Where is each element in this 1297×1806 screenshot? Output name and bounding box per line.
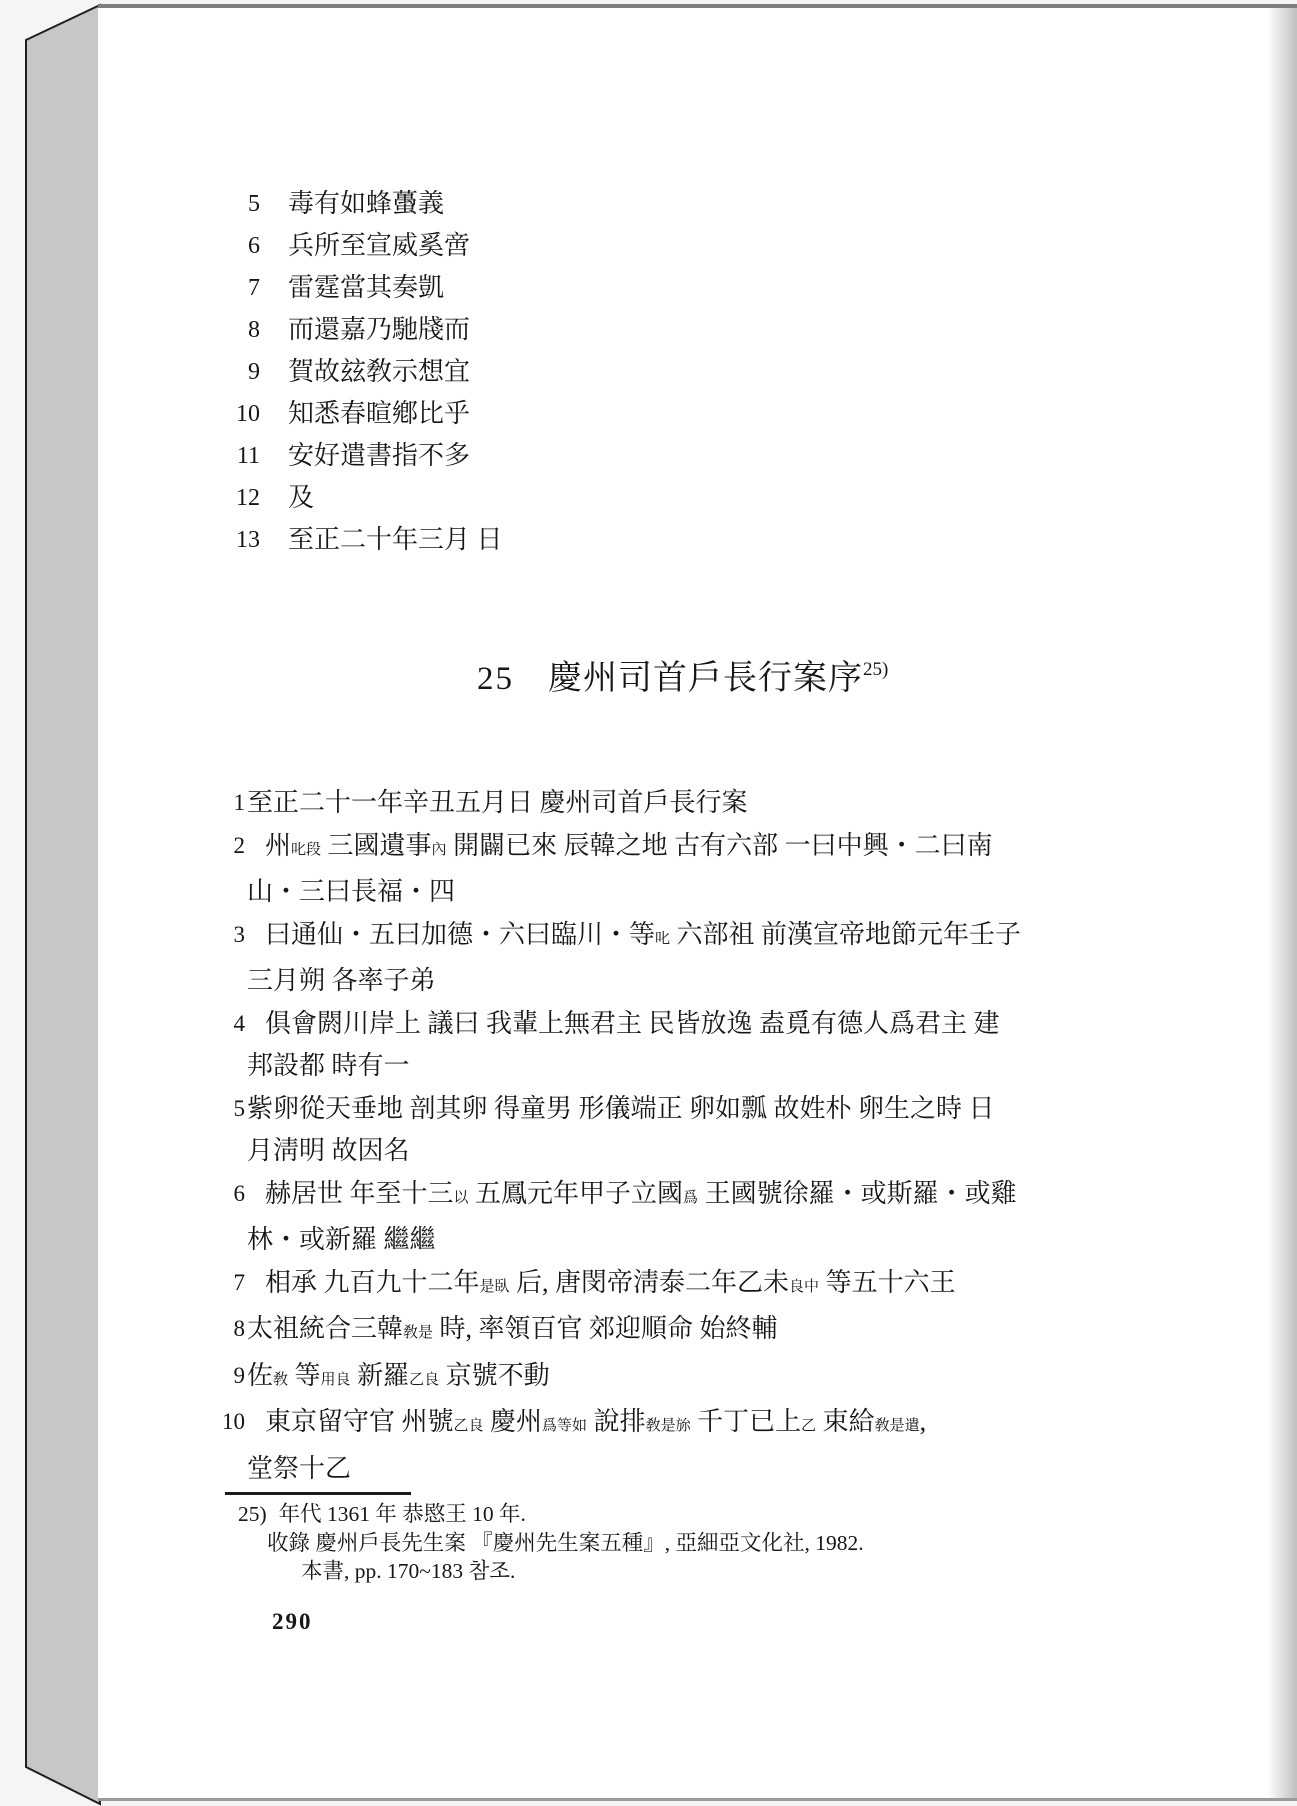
text-line bbox=[247, 1045, 1000, 1088]
text-segment: 等五十六王 bbox=[819, 1267, 956, 1297]
section-title bbox=[477, 650, 889, 697]
page-stack-edge bbox=[26, 5, 100, 1804]
footnote bbox=[238, 1500, 864, 1586]
line-text bbox=[247, 1308, 778, 1355]
text-line bbox=[247, 1262, 956, 1309]
section-title-text: 慶州司首戶長行案序 bbox=[548, 660, 863, 697]
line-number: 6 bbox=[248, 233, 260, 259]
line-text bbox=[288, 435, 470, 477]
text-line bbox=[247, 914, 1021, 961]
line-number: 9 bbox=[248, 359, 260, 385]
line-text bbox=[247, 1088, 995, 1173]
line-number: 4 bbox=[233, 1010, 245, 1036]
text-segment: 知悉春暄鄕比乎 bbox=[288, 399, 471, 428]
text-segment: 安好遣書指不多 bbox=[288, 441, 471, 470]
text-line bbox=[288, 519, 503, 561]
text-segment: 月淸明 故因名 bbox=[247, 1136, 410, 1165]
text-line bbox=[288, 393, 470, 435]
text-segment: 紫卵從天垂地 剖其卵 得童男 形儀端正 卵如瓢 故姓朴 卵生之時 日 bbox=[247, 1093, 995, 1123]
line-number: 7 bbox=[248, 275, 260, 301]
text-segment: 賀故玆敎示想宜 bbox=[288, 357, 471, 386]
text-line bbox=[247, 1308, 778, 1355]
text-line bbox=[247, 1088, 995, 1131]
text-segment: 五鳳元年甲子立國 bbox=[468, 1178, 684, 1208]
line-number: 8 bbox=[248, 317, 260, 343]
text-segment: 時, 率領百官 郊迎順命 始終輔 bbox=[433, 1314, 778, 1343]
text-segment: 堂祭十乙 bbox=[247, 1453, 352, 1483]
poem-line-list bbox=[214, 183, 503, 561]
line-text bbox=[247, 1173, 1017, 1262]
text-segment: , bbox=[919, 1407, 927, 1436]
list-item bbox=[203, 1003, 1021, 1088]
idu-gloss: 敎是遣 bbox=[874, 1418, 920, 1434]
section-footnote-ref: 25) bbox=[863, 659, 889, 680]
line-number: 1 bbox=[233, 790, 245, 815]
list-item bbox=[214, 267, 503, 309]
text-line bbox=[288, 225, 470, 267]
text-segment: 雷霆當其奏凱 bbox=[288, 273, 445, 302]
line-text bbox=[247, 914, 1021, 1003]
text-line bbox=[288, 183, 444, 225]
line-text bbox=[288, 393, 470, 435]
page-edge-shade bbox=[1267, 8, 1297, 1798]
idu-gloss: 敎是 bbox=[403, 1325, 434, 1341]
list-item bbox=[203, 1308, 1021, 1355]
line-text bbox=[247, 1355, 550, 1402]
idu-gloss: 叱段 bbox=[291, 841, 322, 858]
line-number: 13 bbox=[236, 527, 260, 553]
list-item bbox=[203, 1262, 1021, 1309]
idu-gloss: 爲 bbox=[683, 1189, 699, 1206]
line-text bbox=[247, 1003, 1000, 1088]
footnote-line: 收錄 慶州戶長先生案 『慶州先生案五種』, 亞細亞文化社, 1982. bbox=[267, 1530, 864, 1555]
idu-gloss: 以 bbox=[453, 1189, 469, 1206]
line-text bbox=[247, 782, 748, 825]
text-line bbox=[247, 1448, 926, 1491]
text-line bbox=[247, 1401, 926, 1448]
text-segment: 州 bbox=[265, 830, 292, 860]
text-segment: 王國號徐羅・或斯羅・或雞 bbox=[698, 1178, 1017, 1208]
text-line bbox=[288, 435, 470, 477]
line-number: 11 bbox=[236, 443, 260, 469]
line-number: 5 bbox=[248, 191, 260, 217]
line-text bbox=[288, 309, 470, 351]
text-segment: 相承 九百九十二年 bbox=[265, 1267, 480, 1297]
text-segment: 開闢已來 辰韓之地 古有六部 一曰中興・二曰南 bbox=[446, 830, 993, 860]
text-segment: 太祖統合三韓 bbox=[247, 1314, 404, 1343]
list-item bbox=[203, 1088, 1021, 1173]
document-line-list bbox=[203, 782, 1021, 1490]
list-item bbox=[214, 183, 503, 225]
text-segment: 及 bbox=[288, 483, 315, 512]
text-segment: 俱會閼川岸上 議曰 我輩上無君主 民皆放逸 盍覓有德人爲君主 建 bbox=[265, 1008, 1000, 1038]
list-item bbox=[214, 225, 503, 267]
line-number: 9 bbox=[233, 1362, 245, 1388]
line-text bbox=[288, 519, 503, 561]
text-line bbox=[288, 351, 470, 393]
line-number: 12 bbox=[236, 485, 260, 511]
text-segment: 六部祖 前漢宣帝地節元年壬子 bbox=[670, 919, 1022, 949]
text-segment: 邦設都 時有一 bbox=[247, 1051, 410, 1080]
idu-gloss: 敎 bbox=[273, 1371, 289, 1388]
text-segment: 慶州 bbox=[483, 1407, 543, 1436]
list-item bbox=[203, 1173, 1021, 1262]
line-number: 5 bbox=[233, 1095, 245, 1121]
text-line bbox=[247, 1130, 995, 1173]
list-item bbox=[203, 1355, 1021, 1402]
text-segment: 三月朔 各率子弟 bbox=[247, 966, 436, 995]
text-line bbox=[247, 782, 748, 825]
text-segment: 林・或新羅 繼繼 bbox=[247, 1225, 436, 1254]
text-line bbox=[247, 1003, 1000, 1046]
list-item bbox=[214, 309, 503, 351]
line-number: 6 bbox=[233, 1180, 245, 1206]
text-segment: 至正二十一年辛丑五月日 慶州司首戶長行案 bbox=[247, 788, 748, 817]
text-segment: 新羅 bbox=[350, 1360, 410, 1390]
page-number: 290 bbox=[272, 1609, 313, 1634]
idu-gloss: 是臥 bbox=[479, 1278, 510, 1295]
text-line bbox=[247, 960, 1021, 1003]
text-line bbox=[247, 825, 993, 872]
text-segment: 山・三曰長福・四 bbox=[247, 877, 456, 906]
idu-gloss: 叱 bbox=[655, 930, 671, 947]
footnote-line bbox=[238, 1500, 864, 1529]
idu-gloss: 乙良 bbox=[453, 1418, 484, 1434]
list-item bbox=[214, 477, 503, 519]
idu-gloss: 用良 bbox=[320, 1371, 351, 1388]
list-item bbox=[214, 519, 503, 561]
footnote-text: 年代 1361 年 恭愍王 10 年. bbox=[278, 1502, 526, 1526]
idu-gloss: 良中 bbox=[789, 1278, 820, 1295]
line-text bbox=[288, 477, 314, 519]
text-segment: 后, 唐閔帝淸泰二年乙未 bbox=[509, 1267, 790, 1297]
idu-gloss: 乙良 bbox=[409, 1371, 440, 1388]
text-segment: 曰通仙・五曰加德・六曰臨川・等 bbox=[265, 919, 656, 949]
idu-gloss: 敎是旀 bbox=[645, 1418, 691, 1434]
idu-gloss: 爲等如 bbox=[542, 1418, 588, 1434]
list-item bbox=[214, 351, 503, 393]
text-line bbox=[247, 871, 993, 914]
text-line bbox=[288, 267, 444, 309]
line-text bbox=[288, 267, 444, 309]
footnote-divider bbox=[225, 1492, 411, 1495]
list-item bbox=[203, 914, 1021, 1003]
list-item bbox=[203, 1401, 1021, 1490]
line-number: 2 bbox=[233, 832, 245, 858]
text-line bbox=[247, 1173, 1017, 1220]
section-number: 25 bbox=[477, 661, 514, 697]
list-item bbox=[214, 435, 503, 477]
text-segment: 東京留守官 州號 bbox=[265, 1407, 454, 1436]
text-segment: 等 bbox=[288, 1360, 321, 1390]
line-number: 10 bbox=[236, 401, 260, 427]
text-segment: 而還嘉乃馳牋而 bbox=[288, 315, 471, 344]
line-text bbox=[247, 1262, 956, 1309]
line-text bbox=[247, 825, 993, 914]
text-segment: 千丁已上 bbox=[690, 1407, 802, 1436]
text-line bbox=[247, 1219, 1017, 1262]
line-text bbox=[288, 225, 470, 267]
text-segment: 京號不動 bbox=[439, 1360, 550, 1390]
text-line bbox=[288, 309, 470, 351]
line-text bbox=[288, 351, 470, 393]
list-item bbox=[214, 393, 503, 435]
line-number: 7 bbox=[233, 1269, 245, 1295]
list-item bbox=[203, 825, 1021, 914]
list-item bbox=[203, 782, 1021, 825]
text-segment: 至正二十年三月 日 bbox=[288, 525, 503, 554]
text-line bbox=[247, 1355, 550, 1402]
text-segment: 束給 bbox=[816, 1407, 875, 1436]
line-number: 3 bbox=[233, 921, 245, 947]
text-segment: 赫居世 年至十三 bbox=[265, 1178, 454, 1208]
line-text bbox=[288, 183, 444, 225]
line-number: 8 bbox=[233, 1316, 245, 1341]
idu-gloss: 內 bbox=[431, 841, 447, 858]
line-number: 10 bbox=[222, 1409, 245, 1434]
text-segment: 說排 bbox=[587, 1407, 646, 1436]
text-segment: 毒有如蜂蠆義 bbox=[288, 189, 445, 218]
text-line bbox=[288, 477, 314, 519]
text-segment: 佐 bbox=[247, 1360, 274, 1390]
idu-gloss: 乙 bbox=[801, 1418, 817, 1434]
text-segment: 三國遺事 bbox=[321, 830, 432, 860]
line-text bbox=[247, 1401, 926, 1490]
text-segment: 兵所至宣威奚啻 bbox=[288, 231, 471, 260]
footnote-line: 本書, pp. 170~183 참조. bbox=[301, 1559, 516, 1583]
footnote-marker: 25) bbox=[238, 1502, 267, 1526]
